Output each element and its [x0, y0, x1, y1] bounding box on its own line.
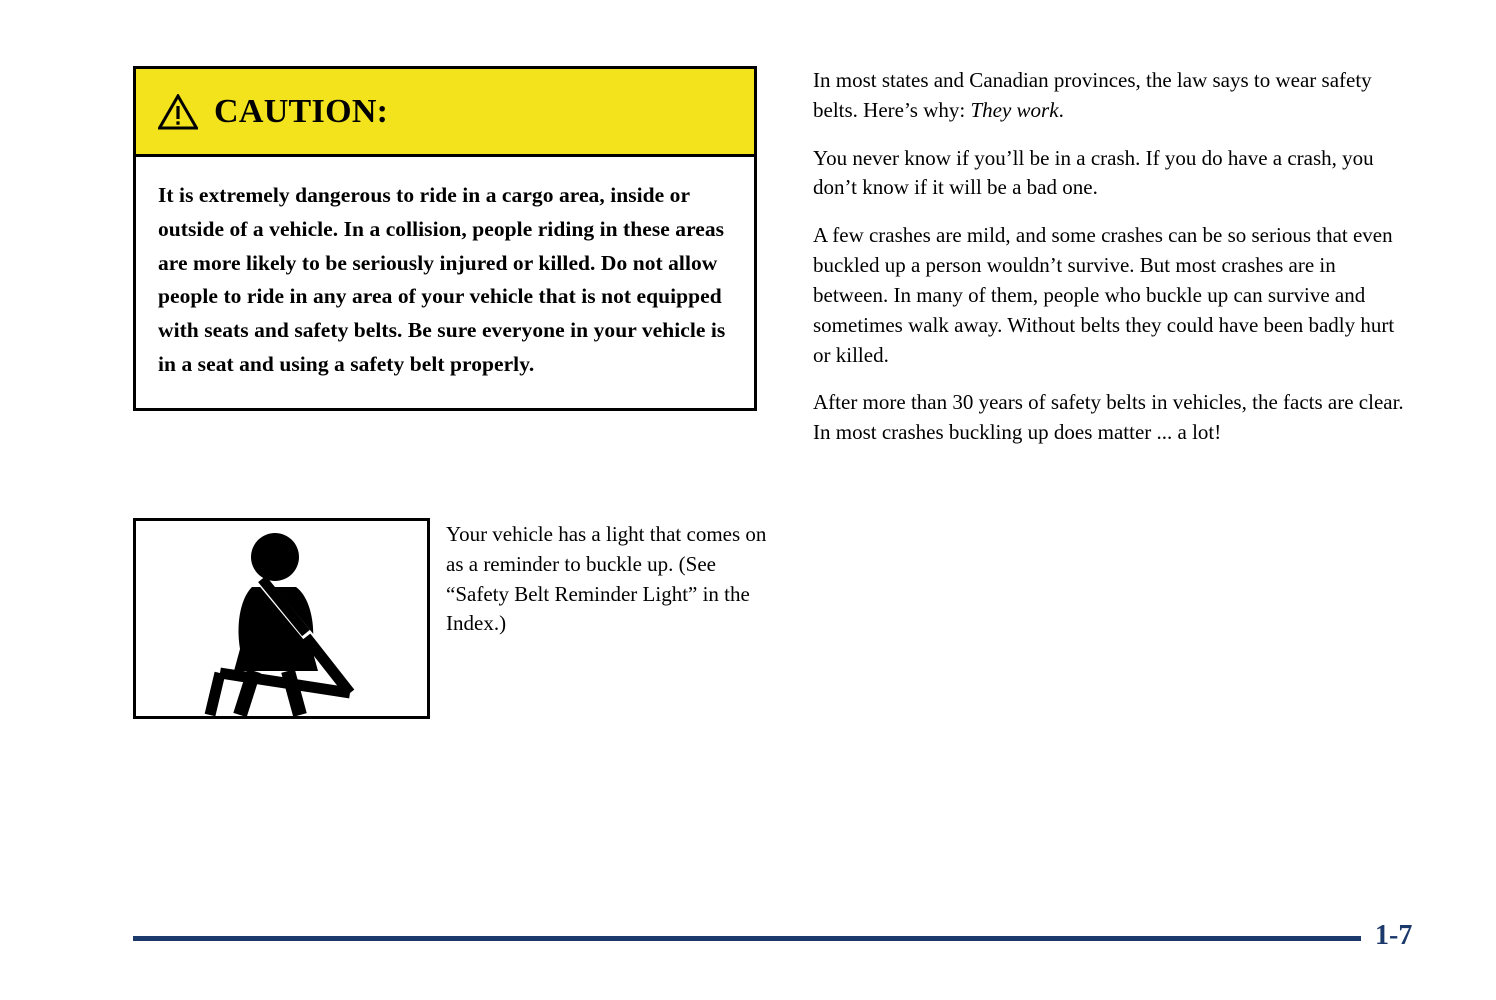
caution-body-text: It is extremely dangerous to ride in a cargo area, inside or outside of a vehicle. In a collision, people riding in these areas are more likely to be seriously injured or killed. Do not allow people to ride in any area of your vehicle that is not equipped with seats and safety belts. Be sure everyone in your vehicle is in a seat and using a safety belt properly. — [158, 183, 726, 376]
paragraph-law-says-tail: . — [1058, 97, 1064, 122]
paragraph-law-says-lead: In most states and Canadian provinces, the law says to wear safety belts. Here’s why: — [813, 68, 1372, 122]
paragraph-law-says-emphasis: They work — [970, 97, 1059, 122]
paragraph-law-says — [813, 66, 1413, 126]
warning-triangle-icon — [158, 94, 198, 130]
paragraph-never-know: You never know if you’ll be in a crash. If you do have a crash, you don’t know if it will be a bad one. — [813, 145, 1374, 200]
left-column — [133, 66, 763, 411]
caution-box — [133, 66, 757, 411]
caution-title: CAUTION: — [214, 92, 389, 130]
right-column — [813, 66, 1413, 448]
paragraph-crash-severity: A few crashes are mild, and some crashes can be so serious that even buckled up a person wouldn’t survive. But most crashes are in between. In many of them, people who buckle up can survive and sometimes walk away. Without belts they could have been badly hurt or killed. — [813, 223, 1395, 367]
safety-belt-reminder-icon — [133, 518, 430, 719]
paragraph-facts-are-clear: After more than 30 years of safety belts in vehicles, the facts are clear. In most crashes buckling up does matter ... a lot! — [813, 390, 1404, 445]
footer-divider — [133, 936, 1361, 941]
page-number: 1-7 — [1375, 920, 1413, 951]
caution-header — [136, 69, 754, 157]
figure-caption: Your vehicle has a light that comes on as a reminder to buckle up. (See “Safety Belt Reminder Light” in the Index.) — [446, 522, 767, 636]
